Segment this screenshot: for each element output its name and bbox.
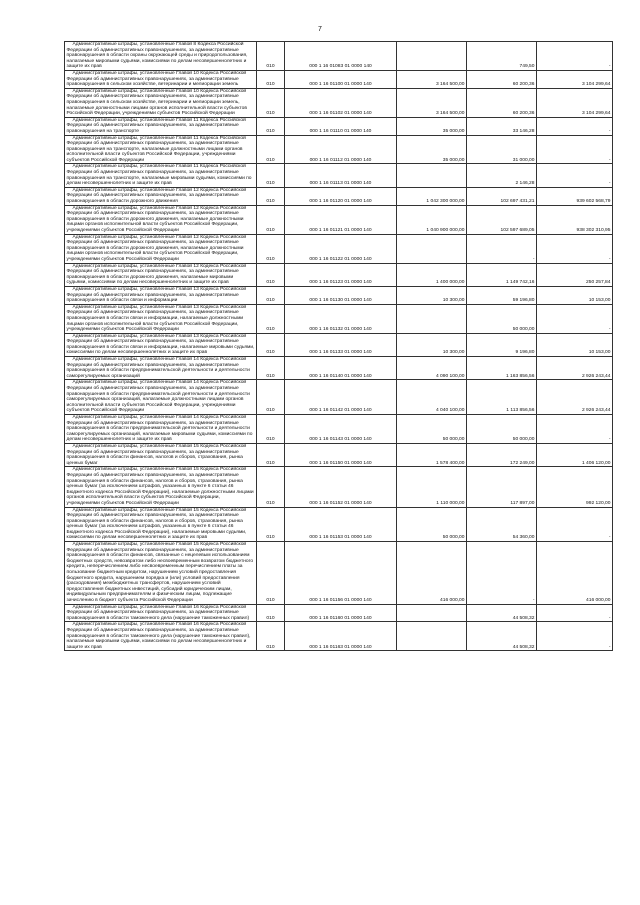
table-row	[65, 164, 613, 187]
row-income-code: 000 1 16 01152 01 0000 140	[285, 467, 397, 507]
table-row	[65, 380, 613, 415]
row-description: Административные штрафы, установленные Главой 8 Кодекса Российской Федерации об административных правонарушениях, за административные правонарушения в области охраны окружающей среды и природопользования, налагаемые мировыми судьями, комиссиями по делам несовершеннолетних и защите их прав	[65, 42, 257, 71]
row-executed-amount: 60 200,36	[467, 88, 537, 117]
row-line-code: 010	[257, 333, 285, 356]
row-description: Административные штрафы, установленные Главой 14 Кодекса Российской Федерации об административных правонарушениях, за административные правонарушения в области предпринимательской деятельности и деятельности саморегулируемых организаций, налагаемые мировыми судьями, комиссиями по делам несовершеннолетних и защите их прав	[65, 415, 257, 444]
row-approved-amount: 3 164 500,00	[397, 70, 467, 88]
row-line-code: 010	[257, 70, 285, 88]
page-number: 7	[318, 26, 322, 33]
table-row	[65, 507, 613, 542]
row-executed-amount: 1 113 856,56	[467, 380, 537, 415]
row-remaining-amount: 938 302 310,95	[537, 205, 613, 234]
row-line-code: 010	[257, 187, 285, 205]
row-approved-amount: 50 000,00	[397, 415, 467, 444]
row-line-code: 010	[257, 357, 285, 380]
row-income-code: 000 1 16 01142 01 0000 140	[285, 380, 397, 415]
row-executed-amount: 9 196,80	[467, 333, 537, 356]
row-description: Административные штрафы, установленные Главой 10 Кодекса Российской Федерации об административных правонарушениях, за административные правонарушения в сельском хозяйстве, ветеринарии и мелиорации земель	[65, 70, 257, 88]
row-line-code: 010	[257, 42, 285, 71]
row-remaining-amount: 416 000,00	[537, 542, 613, 605]
row-description: Административные штрафы, установленные Главой 15 Кодекса Российской Федерации об административных правонарушениях, за административные правонарушения в области финансов, налогов и сборов, страхования, рынка ценных бумаг (за исключением штрафов, указанных в пункте 6 статьи 46 Бюджетного кодекса Российской Федерации), налагаемые должностными лицами органов исполнительной власти субъектов Российской Федерации, учреждениями субъектов Российской Федерации	[65, 467, 257, 507]
row-line-code: 010	[257, 467, 285, 507]
table-row	[65, 443, 613, 466]
row-executed-amount: 2 146,28	[467, 164, 537, 187]
row-approved-amount: 3 164 500,00	[397, 88, 467, 117]
row-remaining-amount: -	[537, 622, 613, 651]
row-approved-amount: 4 090 100,00	[397, 357, 467, 380]
row-line-code: 010	[257, 234, 285, 263]
table-row	[65, 622, 613, 651]
row-approved-amount: 4 040 100,00	[397, 380, 467, 415]
row-income-code: 000 1 16 01160 01 0000 140	[285, 604, 397, 622]
row-executed-amount: 117 897,00	[467, 467, 537, 507]
row-line-code: 010	[257, 604, 285, 622]
row-approved-amount: 35 000,00	[397, 117, 467, 135]
row-income-code: 000 1 16 01132 01 0000 140	[285, 304, 397, 333]
table-row	[65, 357, 613, 380]
row-approved-amount: 10 300,00	[397, 286, 467, 304]
row-income-code: 000 1 16 01110 01 0000 140	[285, 117, 397, 135]
table-row	[65, 604, 613, 622]
table-row	[65, 117, 613, 135]
row-remaining-amount: 1 406 120,00	[537, 443, 613, 466]
row-description: Административные штрафы, установленные Главой 11 Кодекса Российской Федерации об административных правонарушениях, за административные правонарушения на транспорте, налагаемые должностными лицами органов исполнительной власти субъектов Российской Федерации, учреждениями субъектов Российской Федерации	[65, 135, 257, 164]
row-description: Административные штрафы, установленные Главой 11 Кодекса Российской Федерации об административных правонарушениях, за административные правонарушения на транспорте	[65, 117, 257, 135]
row-income-code: 000 1 16 01153 01 0000 140	[285, 507, 397, 542]
row-line-code: 010	[257, 164, 285, 187]
table-row	[65, 234, 613, 263]
row-line-code: 010	[257, 263, 285, 286]
row-income-code: 000 1 16 01113 01 0000 140	[285, 164, 397, 187]
row-income-code: 000 1 16 01123 01 0000 140	[285, 263, 397, 286]
row-executed-amount: -	[467, 234, 537, 263]
row-income-code: 000 1 16 01122 01 0000 140	[285, 234, 397, 263]
row-remaining-amount: -	[537, 42, 613, 71]
table-row	[65, 286, 613, 304]
row-executed-amount: 749,50	[467, 42, 537, 71]
table-row	[65, 42, 613, 71]
row-executed-amount: 50 000,00	[467, 415, 537, 444]
row-remaining-amount: -	[537, 507, 613, 542]
budget-table	[64, 41, 613, 651]
row-description: Административные штрафы, установленные Главой 15 Кодекса Российской Федерации об административных правонарушениях, за административные правонарушения в области финансов, связанные с нецелевым использованием бюджетных средств, невозвратом либо несвоевременным возвратом бюджетного кредита, неперечислением либо несвоевременным перечислением платы за пользование бюджетным кредитом, нарушением условий предоставления бюджетного кредита, нарушением порядка и (или) условий предоставления (расходования) межбюджетных трансфертов, нарушением условий предоставления бюджетных инвестиций, субсидий юридическим лицам, индивидуальным предпринимателям и физическим лицам, подлежащие зачислению в бюджет субъекта Российской Федерации	[65, 542, 257, 605]
table-row	[65, 70, 613, 88]
row-remaining-amount: -	[537, 164, 613, 187]
row-approved-amount	[397, 604, 467, 622]
row-description: Административные штрафы, установленные Главой 12 Кодекса Российской Федерации об административных правонарушениях, за административные правонарушения в области дорожного движения	[65, 187, 257, 205]
row-approved-amount: 1 042 300 000,00	[397, 187, 467, 205]
row-executed-amount: 33 146,28	[467, 117, 537, 135]
row-executed-amount: 59 196,80	[467, 286, 537, 304]
row-income-code: 000 1 16 01143 01 0000 140	[285, 415, 397, 444]
row-income-code: 000 1 16 01140 01 0000 140	[285, 357, 397, 380]
row-income-code: 000 1 16 01102 01 0000 140	[285, 88, 397, 117]
row-approved-amount	[397, 42, 467, 71]
row-approved-amount	[397, 234, 467, 263]
row-line-code: 010	[257, 117, 285, 135]
row-executed-amount: 1 149 742,16	[467, 263, 537, 286]
row-remaining-amount: 2 926 243,44	[537, 357, 613, 380]
row-line-code: 010	[257, 380, 285, 415]
table-row	[65, 135, 613, 164]
table-row	[65, 187, 613, 205]
row-executed-amount: 31 000,00	[467, 135, 537, 164]
row-remaining-amount: -	[537, 415, 613, 444]
table-row	[65, 333, 613, 356]
row-line-code: 010	[257, 205, 285, 234]
row-description: Административные штрафы, установленные Главой 13 Кодекса Российской Федерации об административных правонарушениях, за административные правонарушения в области связи и информации, налагаемые мировыми судьями, комиссиями по делам несовершеннолетних и защите их прав	[66, 333, 255, 356]
row-executed-amount: 102 597 689,05	[467, 205, 537, 234]
row-approved-amount: 1 578 400,00	[397, 443, 467, 466]
row-line-code: 010	[257, 286, 285, 304]
row-income-code: 000 1 16 01150 01 0000 140	[285, 443, 397, 466]
row-executed-amount: 102 697 431,21	[467, 187, 537, 205]
row-approved-amount: 50 000,00	[397, 507, 467, 542]
row-income-code: 000 1 16 01130 01 0000 140	[285, 286, 397, 304]
row-description: Административные штрафы, установленные Главой 10 Кодекса Российской Федерации об административных правонарушениях, за административные правонарушения в сельском хозяйстве, ветеринарии и мелиорации земель, налагаемые должностными лицами органов исполнительной власти субъектов Российской Федерации, учреждениями субъектов Российской Федерации	[65, 88, 257, 117]
row-description: Административные штрафы, установленные Главой 12 Кодекса Российской Федерации об административных правонарушениях, за административные правонарушения в области дорожного движения, налагаемые должностными лицами органов исполнительной власти субъектов Российской Федерации, учреждениями субъектов Российской Федерации	[65, 234, 257, 263]
row-remaining-amount: -	[537, 604, 613, 622]
row-description: Административные штрафы, установленные Главой 13 Кодекса Российской Федерации об административных правонарушениях, за административные правонарушения в области связи и информации	[65, 286, 257, 304]
row-description: Административные штрафы, установленные Главой 14 Кодекса Российской Федерации об административных правонарушениях, за административные правонарушения в области предпринимательской деятельности и деятельности саморегулируемых организаций, налагаемые должностными лицами органов исполнительной власти субъектов Российской Федерации, учреждениями субъектов Российской Федерации	[65, 380, 257, 415]
row-description: Административные штрафы, установленные Главой 12 Кодекса Российской Федерации об административных правонарушениях, за административные правонарушения в области дорожного движения, налагаемые мировыми судьями, комиссиями по делам несовершеннолетних и защите их прав	[65, 263, 257, 286]
row-income-code: 000 1 16 01156 01 0000 140	[285, 542, 397, 605]
row-executed-amount: 1 163 856,56	[467, 357, 537, 380]
row-executed-amount: 54 360,00	[467, 507, 537, 542]
row-approved-amount	[397, 164, 467, 187]
table-row	[65, 304, 613, 333]
row-description: Административные штрафы, установленные Главой 16 Кодекса Российской Федерации об административных правонарушениях, за административные правонарушения в области таможенного дела (нарушение таможенных правил)	[65, 604, 257, 622]
row-remaining-amount: -	[537, 117, 613, 135]
row-description: Административные штрафы, установленные Главой 15 Кодекса Российской Федерации об административных правонарушениях, за административные правонарушения в области финансов, налогов и сборов, страхования, рынка ценных бумаг	[65, 443, 257, 466]
row-income-code: 000 1 16 01133 01 0000 140	[285, 333, 397, 356]
row-approved-amount: 416 000,00	[397, 542, 467, 605]
row-approved-amount	[397, 622, 467, 651]
table-row	[65, 542, 613, 605]
row-description: Административные штрафы, установленные Главой 11 Кодекса Российской Федерации об административных правонарушениях, за административные правонарушения на транспорте, налагаемые мировыми судьями, комиссиями по делам несовершеннолетних и защите их прав	[65, 164, 257, 187]
row-approved-amount: 10 300,00	[397, 333, 467, 356]
row-line-code: 010	[257, 415, 285, 444]
table-row	[65, 205, 613, 234]
row-income-code: 000 1 16 01083 01 0000 140	[285, 42, 397, 71]
row-description: Административные штрафы, установленные Главой 14 Кодекса Российской Федерации об административных правонарушениях, за административные правонарушения в области предпринимательской деятельности и деятельности саморегулируемых организаций	[65, 357, 257, 380]
row-line-code: 010	[257, 304, 285, 333]
table-row	[65, 88, 613, 117]
budget-table-body	[65, 42, 613, 651]
row-approved-amount	[397, 304, 467, 333]
row-description: Административные штрафы, установленные Главой 12 Кодекса Российской Федерации об административных правонарушениях, за административные правонарушения в области дорожного движения, налагаемые должностными лицами органов исполнительной власти субъектов Российской Федерации, учреждениями субъектов Российской Федерации	[65, 205, 257, 234]
row-remaining-amount: 3 104 299,64	[537, 88, 613, 117]
row-executed-amount: 172 249,00	[467, 443, 537, 466]
row-executed-amount: -	[467, 542, 537, 605]
row-executed-amount: 44 508,32	[467, 622, 537, 651]
table-row	[65, 415, 613, 444]
row-line-code: 010	[257, 88, 285, 117]
row-executed-amount: 60 200,36	[467, 70, 537, 88]
row-remaining-amount: 3 104 299,64	[537, 70, 613, 88]
row-description: Административные штрафы, установленные Главой 15 Кодекса Российской Федерации об административных правонарушениях, за административные правонарушения в области финансов, налогов и сборов, страхования, рынка ценных бумаг (за исключением штрафов, указанных в пункте 6 статьи 46 Бюджетного кодекса Российской Федерации), налагаемые мировыми судьями, комиссиями по делам несовершеннолетних и защите их прав	[65, 507, 257, 542]
row-description: Административные штрафы, установленные Главой 16 Кодекса Российской Федерации об административных правонарушениях, за административные правонарушения в области таможенного дела (нарушение таможенных правил), налагаемые мировыми судьями, комиссиями по делам несовершеннолетних и защите их прав	[65, 622, 257, 651]
row-remaining-amount: 2 926 243,44	[537, 380, 613, 415]
row-income-code: 000 1 16 01100 01 0000 140	[285, 70, 397, 88]
row-approved-amount: 1 400 000,00	[397, 263, 467, 286]
row-line-code: 010	[257, 135, 285, 164]
row-remaining-amount: 10 153,00	[537, 333, 613, 356]
row-remaining-amount: 10 153,00	[537, 286, 613, 304]
row-approved-amount: 1 110 000,00	[397, 467, 467, 507]
row-executed-amount: 44 508,32	[467, 604, 537, 622]
row-line-code: 010	[257, 507, 285, 542]
row-remaining-amount: 992 120,00	[537, 467, 613, 507]
row-remaining-amount: -	[537, 135, 613, 164]
row-executed-amount: 50 000,00	[467, 304, 537, 333]
row-line-code: 010	[257, 443, 285, 466]
row-remaining-amount: 250 257,84	[537, 263, 613, 286]
row-income-code: 000 1 16 01163 01 0000 140	[285, 622, 397, 651]
row-remaining-amount: -	[537, 304, 613, 333]
row-remaining-amount: 939 602 568,79	[537, 187, 613, 205]
row-description: Административные штрафы, установленные Главой 13 Кодекса Российской Федерации об административных правонарушениях, за административные правонарушения в области связи и информации, налагаемые должностными лицами органов исполнительной власти субъектов Российской Федерации, учреждениями субъектов Российской Федерации	[65, 304, 257, 333]
row-line-code: 010	[257, 542, 285, 605]
row-line-code: 010	[257, 622, 285, 651]
row-approved-amount: 1 040 900 000,00	[397, 205, 467, 234]
table-row	[65, 467, 613, 507]
row-income-code: 000 1 16 01112 01 0000 140	[285, 135, 397, 164]
row-income-code: 000 1 16 01121 01 0000 140	[285, 205, 397, 234]
row-remaining-amount: -	[537, 234, 613, 263]
row-income-code: 000 1 16 01120 01 0000 140	[285, 187, 397, 205]
row-approved-amount: 35 000,00	[397, 135, 467, 164]
table-row	[65, 263, 613, 286]
